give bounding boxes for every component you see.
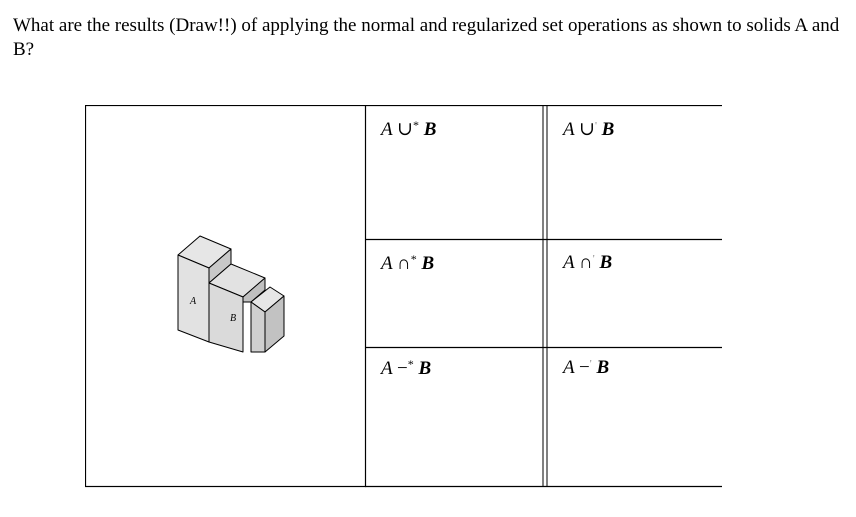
regularized-intersection-label: A ∩* B — [381, 252, 435, 274]
normal-intersection-label: A ∩' B — [563, 252, 613, 273]
regularized-union-label: A ∪* B — [381, 118, 437, 140]
solid-b — [209, 264, 284, 352]
solids-figure — [90, 130, 300, 360]
solid-a-label: A — [189, 296, 197, 307]
solid-b-label: B — [229, 313, 237, 324]
normal-union-label: A ∪' B — [563, 119, 615, 140]
normal-difference-label: A −' B — [563, 357, 610, 378]
regularized-difference-label: A −* B — [381, 357, 432, 379]
question-text: What are the results (Draw!!) of applying the normal and regularized set operations as shown to solids A and B? — [13, 15, 840, 60]
